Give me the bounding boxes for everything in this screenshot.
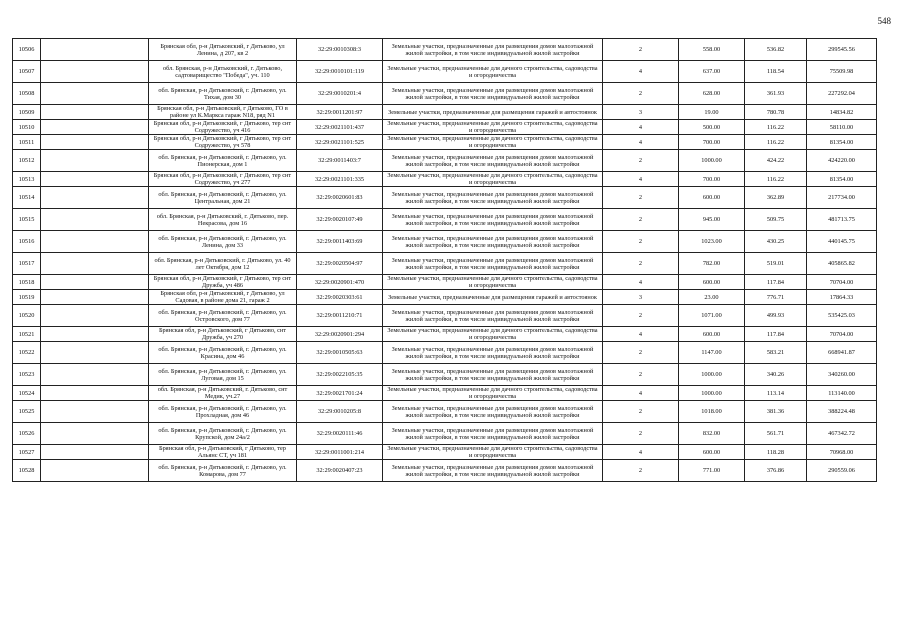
table-row [13,135,877,150]
empty-cell [41,305,149,327]
rate-cell: 117.84 [745,327,807,342]
address-cell: Брянская обл, р-н Дятьковский, г Дятьково, ул Садовая, в районе дома 21, гараж 2 [149,290,297,305]
rate-cell: 519.01 [745,253,807,275]
address-cell: Брянская обл, р-н Дятьковский, г Дятьково, тер снт Дружба, уч 486 [149,275,297,290]
table-row [13,105,877,120]
table-row [13,290,877,305]
area-cell: 1023.00 [679,231,745,253]
empty-cell [41,327,149,342]
empty-cell [41,172,149,187]
cadastral-value-cell: 70968.00 [807,445,877,460]
address-cell: Брянская обл, р-н Дятьковский, г Дятьково, ул Ленина, д 207, кв 2 [149,39,297,61]
row-id: 10510 [13,120,41,135]
area-cell: 600.00 [679,445,745,460]
empty-cell [41,231,149,253]
land-purpose-cell: Земельные участки, предназначенные для дачного строительства, садоводства и огородничества [383,61,603,83]
cadastral-value-cell: 227292.04 [807,83,877,105]
address-cell: обл. Брянская, р-н Дятьковский, г. Дятьково, ул. Центральная, дом 21 [149,187,297,209]
address-cell: обл. Брянская, р-н Дятьковский, г. Дятьково, садтоварищество "Победа", уч. 110 [149,61,297,83]
cadastral-number-cell: 32:29:0020407:23 [297,460,383,482]
address-cell: обл. Брянская, р-н Дятьковский, г. Дятьково, ул. Прохладная, дом 46 [149,401,297,423]
rate-cell: 116.22 [745,172,807,187]
cadastral-value-cell: 467342.72 [807,423,877,445]
row-id: 10515 [13,209,41,231]
row-id: 10513 [13,172,41,187]
empty-cell [41,120,149,135]
row-id: 10524 [13,386,41,401]
address-cell: обл. Брянская, р-н Дятьковский, г. Дятьково, ул. Крупской, дом 24а/2 [149,423,297,445]
land-purpose-cell: Земельные участки, предназначенные для дачного строительства, садоводства и огородничества [383,275,603,290]
address-cell: обл. Брянская, р-н Дятьковский, г. Дятьково, ул. Островского, дом 77 [149,305,297,327]
page-number: 548 [877,16,891,26]
area-cell: 600.00 [679,187,745,209]
group-cell: 2 [603,305,679,327]
group-cell: 4 [603,386,679,401]
table-row [13,305,877,327]
cadastral-value-cell: 81354.00 [807,135,877,150]
empty-cell [41,364,149,386]
group-cell: 4 [603,61,679,83]
cadastral-number-cell: 32:29:0011001:214 [297,445,383,460]
land-purpose-cell: Земельные участки, предназначенные для размещения домов малоэтажной жилой застройки, в том числе индивидуальной жилой застройки [383,209,603,231]
land-purpose-cell: Земельные участки, предназначенные для дачного строительства, садоводства и огородничества [383,120,603,135]
area-cell: 23.00 [679,290,745,305]
land-purpose-cell: Земельные участки, предназначенные для размещения гаражей и автостоянок [383,290,603,305]
address-cell: Брянская обл, р-н Дятьковский, г Дятьково, тер снт Содружество, уч 277 [149,172,297,187]
cadastral-number-cell: 32:29:0020901:294 [297,327,383,342]
cadastral-number-cell: 32:29:0020107:49 [297,209,383,231]
land-purpose-cell: Земельные участки, предназначенные для размещения домов малоэтажной жилой застройки, в том числе индивидуальной жилой застройки [383,83,603,105]
group-cell: 2 [603,423,679,445]
row-id: 10507 [13,61,41,83]
area-cell: 637.00 [679,61,745,83]
land-purpose-cell: Земельные участки, предназначенные для размещения домов малоэтажной жилой застройки, в том числе индивидуальной жилой застройки [383,364,603,386]
table-row [13,187,877,209]
group-cell: 4 [603,327,679,342]
empty-cell [41,460,149,482]
empty-cell [41,275,149,290]
land-purpose-cell: Земельные участки, предназначенные для дачного строительства, садоводства и огородничества [383,386,603,401]
row-id: 10514 [13,187,41,209]
empty-cell [41,342,149,364]
group-cell: 2 [603,150,679,172]
group-cell: 2 [603,253,679,275]
land-registry-table [12,38,877,482]
address-cell: обл. Брянская, р-н Дятьковский, г. Дятьково, ул. Комарова, дом 77 [149,460,297,482]
rate-cell: 117.84 [745,275,807,290]
land-purpose-cell: Земельные участки, предназначенные для дачного строительства, садоводства и огородничества [383,172,603,187]
cadastral-value-cell: 405865.82 [807,253,877,275]
cadastral-number-cell: 32:29:0021101:525 [297,135,383,150]
address-cell: обл. Брянская, р-н Дятьковский, г. Дятьково, ул. Ленина, дом 33 [149,231,297,253]
empty-cell [41,209,149,231]
row-id: 10512 [13,150,41,172]
cadastral-value-cell: 17864.33 [807,290,877,305]
table-row [13,327,877,342]
area-cell: 558.00 [679,39,745,61]
address-cell: Брянская обл, р-н Дятьковский, г Дятьково, тер снт Содружество, уч 578 [149,135,297,150]
table-row [13,401,877,423]
land-purpose-cell: Земельные участки, предназначенные для дачного строительства, садоводства и огородничества [383,327,603,342]
group-cell: 2 [603,231,679,253]
rate-cell: 116.22 [745,135,807,150]
cadastral-number-cell: 32:29:0020111:46 [297,423,383,445]
row-id: 10506 [13,39,41,61]
address-cell: обл. Брянская, р-н Дятьковский, г. Дятьково, ул. Красина, дом 46 [149,342,297,364]
cadastral-number-cell: 32:29:0020504:97 [297,253,383,275]
table-row [13,83,877,105]
row-id: 10521 [13,327,41,342]
area-cell: 1147.00 [679,342,745,364]
land-purpose-cell: Земельные участки, предназначенные для размещения домов малоэтажной жилой застройки, в том числе индивидуальной жилой застройки [383,187,603,209]
table-row [13,460,877,482]
cadastral-value-cell: 58110.00 [807,120,877,135]
empty-cell [41,61,149,83]
empty-cell [41,187,149,209]
area-cell: 1000.00 [679,364,745,386]
rate-cell: 536.82 [745,39,807,61]
land-purpose-cell: Земельные участки, предназначенные для размещения домов малоэтажной жилой застройки, в том числе индивидуальной жилой застройки [383,423,603,445]
row-id: 10528 [13,460,41,482]
cadastral-number-cell: 32:29:0010101:119 [297,61,383,83]
land-purpose-cell: Земельные участки, предназначенные для размещения домов малоэтажной жилой застройки, в том числе индивидуальной жилой застройки [383,253,603,275]
land-purpose-cell: Земельные участки, предназначенные для размещения гаражей и автостоянок [383,105,603,120]
group-cell: 2 [603,401,679,423]
row-id: 10517 [13,253,41,275]
table-row [13,172,877,187]
rate-cell: 561.71 [745,423,807,445]
cadastral-number-cell: 32:29:0010308:3 [297,39,383,61]
cadastral-value-cell: 535425.03 [807,305,877,327]
group-cell: 2 [603,364,679,386]
rate-cell: 118.28 [745,445,807,460]
area-cell: 1000.00 [679,386,745,401]
row-id: 10523 [13,364,41,386]
area-cell: 945.00 [679,209,745,231]
table-row [13,364,877,386]
land-purpose-cell: Земельные участки, предназначенные для размещения домов малоэтажной жилой застройки, в том числе индивидуальной жилой застройки [383,150,603,172]
cadastral-value-cell: 75509.98 [807,61,877,83]
land-purpose-cell: Земельные участки, предназначенные для дачного строительства, садоводства и огородничества [383,445,603,460]
row-id: 10511 [13,135,41,150]
empty-cell [41,83,149,105]
area-cell: 700.00 [679,172,745,187]
area-cell: 1071.00 [679,305,745,327]
empty-cell [41,401,149,423]
table-row [13,445,877,460]
table-row [13,253,877,275]
table-row [13,39,877,61]
rate-cell: 424.22 [745,150,807,172]
row-id: 10525 [13,401,41,423]
rate-cell: 361.93 [745,83,807,105]
rate-cell: 362.89 [745,187,807,209]
table-row [13,150,877,172]
cadastral-value-cell: 70704.00 [807,327,877,342]
cadastral-value-cell: 668941.87 [807,342,877,364]
table-row [13,61,877,83]
group-cell: 4 [603,120,679,135]
rate-cell: 780.78 [745,105,807,120]
rate-cell: 340.26 [745,364,807,386]
rate-cell: 113.14 [745,386,807,401]
row-id: 10519 [13,290,41,305]
cadastral-number-cell: 32:29:0020901:470 [297,275,383,290]
address-cell: обл. Брянская, р-н Дятьковский, г. Дятьково, ул. Луговая, дом 15 [149,364,297,386]
area-cell: 1018.00 [679,401,745,423]
area-cell: 600.00 [679,275,745,290]
group-cell: 4 [603,275,679,290]
rate-cell: 381.36 [745,401,807,423]
group-cell: 2 [603,187,679,209]
address-cell: обл. Брянская, р-н Дятьковский, г. Дятьково, пер. Некрасова, дом 16 [149,209,297,231]
table-row [13,209,877,231]
address-cell: Брянская обл, р-н Дятьковский, г Дятьково, ГО в районе ул К.Маркса гараж N18, ряд N1 [149,105,297,120]
group-cell: 2 [603,39,679,61]
group-cell: 2 [603,209,679,231]
rate-cell: 776.71 [745,290,807,305]
area-cell: 782.00 [679,253,745,275]
cadastral-value-cell: 14834.82 [807,105,877,120]
address-cell: обл. Брянская, р-н Дятьковский, г. Дятьково, ул. Тихая, дом 30 [149,83,297,105]
area-cell: 628.00 [679,83,745,105]
cadastral-number-cell: 32:29:0010201:4 [297,83,383,105]
area-cell: 700.00 [679,135,745,150]
empty-cell [41,290,149,305]
empty-cell [41,423,149,445]
rate-cell: 118.54 [745,61,807,83]
address-cell: Брянская обл, р-н Дятьковский, г Дятьково, тер Альянс СТ, уч 181 [149,445,297,460]
empty-cell [41,445,149,460]
cadastral-value-cell: 424220.00 [807,150,877,172]
land-purpose-cell: Земельные участки, предназначенные для размещения домов малоэтажной жилой застройки, в том числе индивидуальной жилой застройки [383,39,603,61]
rate-cell: 430.25 [745,231,807,253]
cadastral-number-cell: 32:29:0011201:97 [297,105,383,120]
land-purpose-cell: Земельные участки, предназначенные для дачного строительства, садоводства и огородничества [383,135,603,150]
cadastral-value-cell: 290559.06 [807,460,877,482]
table-row [13,231,877,253]
land-purpose-cell: Земельные участки, предназначенные для размещения домов малоэтажной жилой застройки, в том числе индивидуальной жилой застройки [383,305,603,327]
cadastral-value-cell: 299545.56 [807,39,877,61]
cadastral-number-cell: 32:29:0021701:24 [297,386,383,401]
cadastral-number-cell: 32:29:0020601:83 [297,187,383,209]
empty-cell [41,386,149,401]
cadastral-value-cell: 440145.75 [807,231,877,253]
row-id: 10516 [13,231,41,253]
row-id: 10508 [13,83,41,105]
cadastral-number-cell: 32:29:0020303:61 [297,290,383,305]
group-cell: 2 [603,460,679,482]
address-cell: обл. Брянская, р-н Дятьковский, г. Дятьково, ул. 40 лет Октября, дом 12 [149,253,297,275]
cadastral-number-cell: 32:29:0011403:7 [297,150,383,172]
rate-cell: 116.22 [745,120,807,135]
cadastral-number-cell: 32:29:0011210:71 [297,305,383,327]
row-id: 10526 [13,423,41,445]
land-purpose-cell: Земельные участки, предназначенные для размещения домов малоэтажной жилой застройки, в том числе индивидуальной жилой застройки [383,231,603,253]
area-cell: 500.00 [679,120,745,135]
land-purpose-cell: Земельные участки, предназначенные для размещения домов малоэтажной жилой застройки, в том числе индивидуальной жилой застройки [383,460,603,482]
cadastral-number-cell: 32:29:0022105:35 [297,364,383,386]
rate-cell: 499.93 [745,305,807,327]
cadastral-value-cell: 388224.48 [807,401,877,423]
cadastral-value-cell: 113140.00 [807,386,877,401]
rate-cell: 583.21 [745,342,807,364]
cadastral-number-cell: 32:29:0021101:335 [297,172,383,187]
cadastral-value-cell: 81354.00 [807,172,877,187]
cadastral-number-cell: 32:29:0021101:437 [297,120,383,135]
row-id: 10522 [13,342,41,364]
table-row [13,120,877,135]
cadastral-number-cell: 32:29:0010205:8 [297,401,383,423]
cadastral-value-cell: 70704.00 [807,275,877,290]
cadastral-value-cell: 340260.00 [807,364,877,386]
rate-cell: 376.86 [745,460,807,482]
area-cell: 600.00 [679,327,745,342]
land-purpose-cell: Земельные участки, предназначенные для размещения домов малоэтажной жилой застройки, в том числе индивидуальной жилой застройки [383,401,603,423]
cadastral-number-cell: 32:29:0010505:63 [297,342,383,364]
address-cell: Брянская обл, р-н Дятьковский, г Дятьково, тер снт Содружество, уч 416 [149,120,297,135]
address-cell: обл. Брянская, р-н Дятьковский, г. Дятьково, ул. Пионерская, дом 1 [149,150,297,172]
row-id: 10520 [13,305,41,327]
group-cell: 4 [603,135,679,150]
land-purpose-cell: Земельные участки, предназначенные для размещения домов малоэтажной жилой застройки, в том числе индивидуальной жилой застройки [383,342,603,364]
group-cell: 3 [603,105,679,120]
cadastral-number-cell: 32:29:0011403:69 [297,231,383,253]
group-cell: 2 [603,83,679,105]
area-cell: 19.00 [679,105,745,120]
group-cell: 4 [603,445,679,460]
empty-cell [41,150,149,172]
empty-cell [41,105,149,120]
row-id: 10509 [13,105,41,120]
area-cell: 832.00 [679,423,745,445]
row-id: 10527 [13,445,41,460]
row-id: 10518 [13,275,41,290]
group-cell: 2 [603,342,679,364]
empty-cell [41,135,149,150]
empty-cell [41,253,149,275]
table-row [13,342,877,364]
area-cell: 771.00 [679,460,745,482]
rate-cell: 509.75 [745,209,807,231]
table-row [13,386,877,401]
address-cell: обл. Брянская, р-н Дятьковский, г. Дятьково, снт Медик, уч.27 [149,386,297,401]
table-row [13,275,877,290]
address-cell: Брянская обл, р-н Дятьковский, г Дятьково, снт Дружба, уч 270 [149,327,297,342]
cadastral-value-cell: 481713.75 [807,209,877,231]
group-cell: 4 [603,172,679,187]
group-cell: 3 [603,290,679,305]
empty-cell [41,39,149,61]
area-cell: 1000.00 [679,150,745,172]
table-row [13,423,877,445]
cadastral-value-cell: 217734.00 [807,187,877,209]
